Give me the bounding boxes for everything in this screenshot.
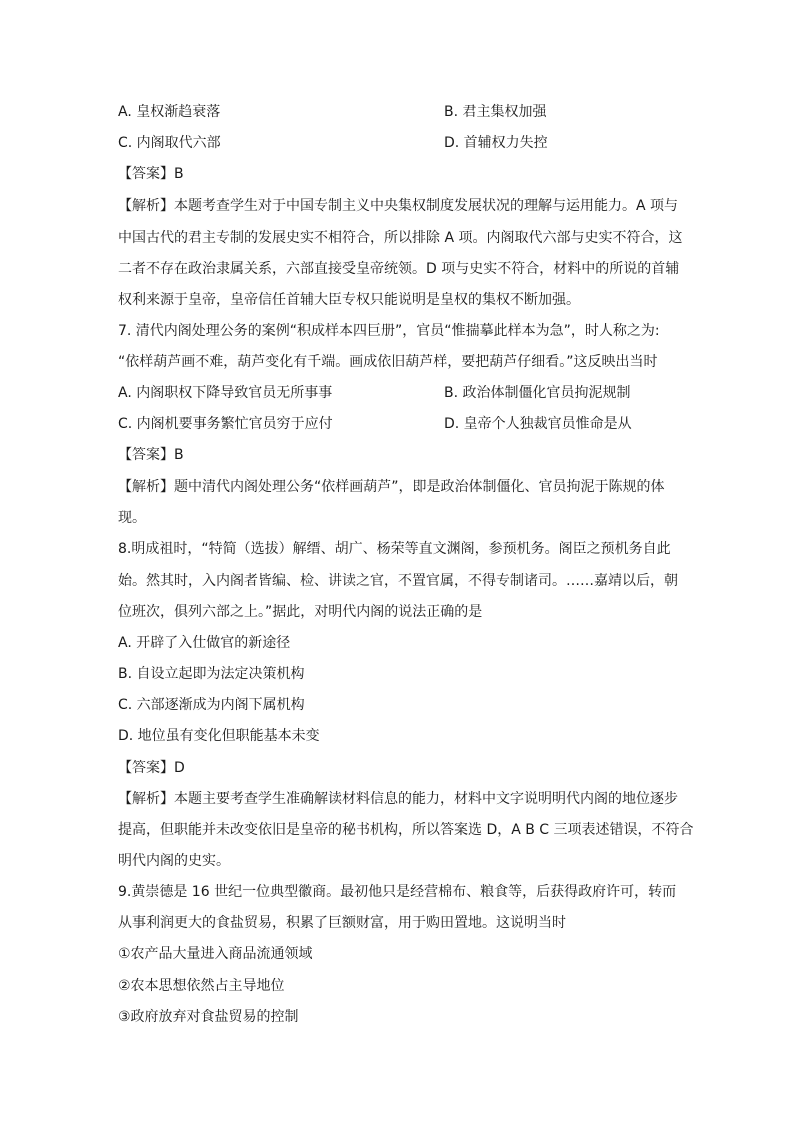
answer: 【答案】D xyxy=(118,760,185,776)
answer: 【答案】B xyxy=(118,447,184,463)
analysis-line: 现。 xyxy=(118,510,146,526)
answer: 【答案】B xyxy=(118,166,184,182)
question-stem: 7. 清代内阁处理公务的案例“积成样本四巨册”，官员“惟揣摹此样本为急”，时人称之为: xyxy=(118,323,660,339)
statement-item: ③政府放弃对食盐贸易的控制 xyxy=(118,1009,299,1025)
statement-item: ①农产品大量进入商品流通领域 xyxy=(118,946,313,962)
option-d: D. 地位虽有变化但职能基本未变 xyxy=(118,728,320,744)
question-stem: 9.黄崇德是 16 世纪一位典型徽商。最初他只是经营棉布、粮食等，后获得政府许可，转而 xyxy=(118,884,677,900)
analysis-line: 【解析】本题考查学生对于中国专制主义中央集权制度发展状况的理解与运用能力。A 项与 xyxy=(118,198,679,214)
option-a: A. 开辟了入仕做官的新途径 xyxy=(118,635,291,651)
analysis-line: 提高，但职能并未改变依旧是皇帝的秘书机构，所以答案选 D，A B C 三项表述错误，不符合 xyxy=(118,822,694,838)
option-c: C. 六部逐渐成为内阁下属机构 xyxy=(118,697,305,713)
option-b: B. 政治体制僵化官员拘泥规制 xyxy=(444,385,631,401)
option-d: D. 皇帝个人独裁官员惟命是从 xyxy=(444,416,632,432)
analysis-line: 明代内阁的史实。 xyxy=(118,853,230,869)
analysis-line: 【解析】题中清代内阁处理公务“依样画葫芦”，即是政治体制僵化、官员拘泥于陈规的体 xyxy=(118,479,665,495)
option-d: D. 首辅权力失控 xyxy=(444,135,548,151)
option-b: B. 君主集权加强 xyxy=(444,104,547,120)
statement-item: ②农本思想依然占主导地位 xyxy=(118,978,285,994)
question-stem: 位班次，俱列六部之上。”据此，对明代内阁的说法正确的是 xyxy=(118,604,483,620)
question-stem: “依样葫芦画不难，葫芦变化有千端。画成依旧葫芦样，要把葫芦仔细看。”这反映出当时 xyxy=(118,354,658,370)
option-a: A. 内阁职权下降导致官员无所事事 xyxy=(118,385,333,401)
analysis-line: 【解析】本题主要考查学生准确解读材料信息的能力，材料中文字说明明代内阁的地位逐步 xyxy=(118,791,678,807)
analysis-line: 中国古代的君主专制的发展史实不相符合，所以排除 A 项。内阁取代六部与史实不符合，这 xyxy=(118,230,683,246)
option-b: B. 自设立起即为法定决策机构 xyxy=(118,666,305,682)
question-stem: 从事利润更大的食盐贸易，积累了巨额财富，用于购田置地。这说明当时 xyxy=(118,915,566,931)
option-c: C. 内阁取代六部 xyxy=(118,135,221,151)
question-stem: 8.明成祖时，“特简（选拔）解缙、胡广、杨荣等直文渊阁，参预机务。阁臣之预机务自此 xyxy=(118,541,671,557)
option-a: A. 皇权渐趋衰落 xyxy=(118,104,221,120)
analysis-line: 二者不存在政治隶属关系，六部直接受皇帝统领。D 项与史实不符合，材料中的所说的首辅 xyxy=(118,261,680,277)
question-stem: 始。然其时，入内阁者皆编、检、讲读之官，不置官属，不得专制诸司。……嘉靖以后，朝 xyxy=(118,573,678,589)
option-c: C. 内阁机要事务繁忙官员穷于应付 xyxy=(118,416,333,432)
analysis-line: 权利来源于皇帝，皇帝信任首辅大臣专权只能说明是皇权的集权不断加强。 xyxy=(118,292,580,308)
